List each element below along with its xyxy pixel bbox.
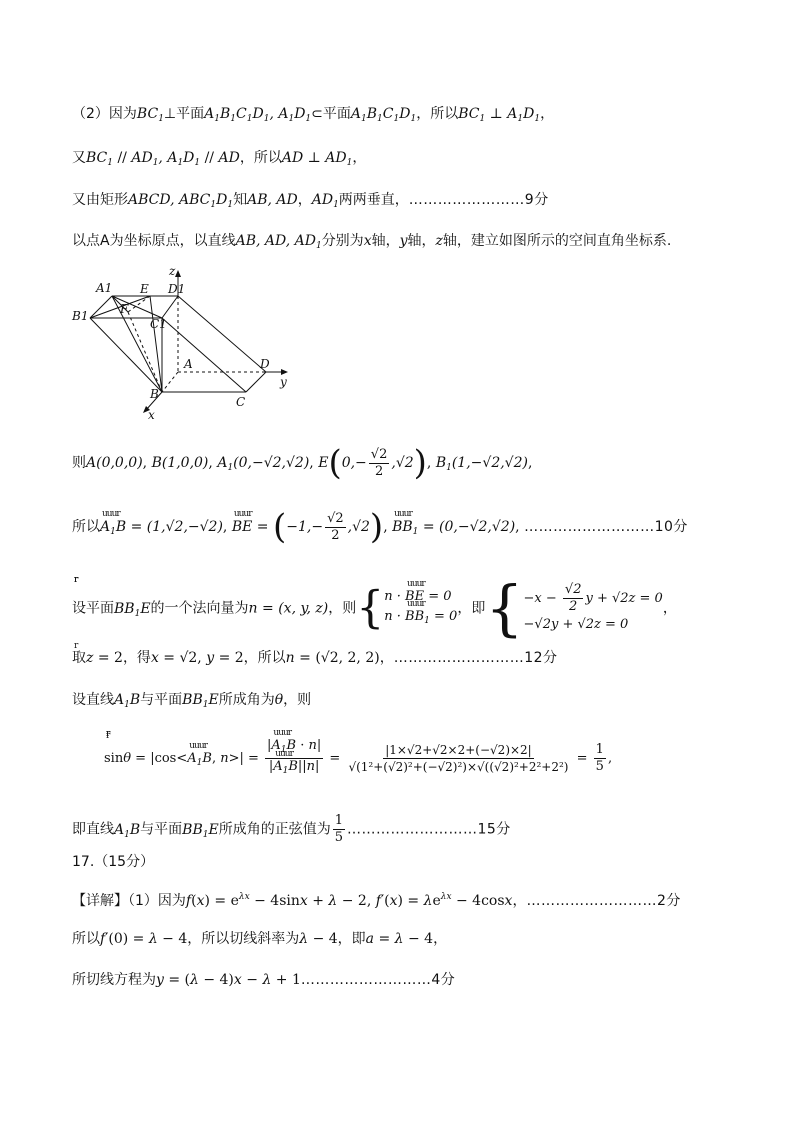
conclusion-line: 即直线$A_1B$与平面$BB_1E$所成角的正弦值为 $\frac{1}{5}$ ………………………15分 xyxy=(72,813,511,845)
coords-line: 则A(0,0,0), B(1,0,0), $A_1(0,-√2,√2)$, E(0,− $\frac{√2}{2}$ ,√2), $B_1(1,-√2,√2)$, xyxy=(72,443,533,483)
svg-text:x: x xyxy=(148,408,155,422)
figure-labels xyxy=(71,264,287,422)
choose-line: 取z = 2，得x = √2, y = 2，所以r n = (√2, 2, 2)，………………………12分 xyxy=(72,648,558,668)
score-12: ………………………12分 xyxy=(393,650,558,666)
geometry-figure xyxy=(70,262,300,422)
q17-line-2: 所以f′(0) = λ − 4，所以切线斜率为λ − 4，即a = λ − 4， xyxy=(72,931,448,947)
q17-line-3: 所切线方程为y = (λ − 4)x − λ + 1………………………4分 xyxy=(72,972,456,988)
score-2: ………………………2分 xyxy=(526,893,681,909)
line-1: （2）因为$BC_1\perp$平面$A_1B_1C_1D_1$, $A_1D_1\subset$平面$A_1B_1C_1D_1$，所以$BC_1$ ⊥ $A_1D_1$， xyxy=(72,106,555,124)
svg-text:C: C xyxy=(236,395,246,409)
svg-text:z: z xyxy=(169,264,176,278)
svg-text:C1: C1 xyxy=(150,317,167,331)
score-9: ……………………9分 xyxy=(408,192,549,208)
q17-line-1: 【详解】（1）因为$f(x) = e^{\lambda x} - 4\sin x + \lambda - 2$, $f'(x) = \lambda e^{\lambda x} - 4\cos x$，………………………2分 xyxy=(72,892,681,909)
score-10: ………………………10分 xyxy=(524,519,688,535)
score-4: ………………………4分 xyxy=(300,972,456,988)
normal-line: 设平面$BB_1E$的一个法向量为r n = (x, y, z)，则{ r n · uuur BE = 0 r n · uuur $BB_1 = 0$ ，即{ −x − $\frac{√2}{2}$ y + √2z = 0 −√2y + √2z = 0 ， xyxy=(72,582,677,635)
score-15: ………………………15分 xyxy=(346,821,511,838)
line-4: 以点A为坐标原点，以直线AB, AD, $AD_1$分别为x轴，y轴，z轴，建立如图所示的空间直角坐标系. xyxy=(72,233,672,251)
sine-formula: sinθ = |cos<uuur $A_1B$, r n>| = $\frac{|uuur A_1B \cdot r n|}{|uuur A_1B||r n|}$ = $\frac{|1\times√2+√2\times 2+(-√2)\times 2|}{\text{√(1²+(√2)²+(−√2)²)×√((√2)²+2²+2²)}}$ = $\frac{1}{5}$ , xyxy=(104,738,612,779)
vectors-line: 所以uuur $A_1B = (1,√2,-√2)$, uuur BE = (−1,− $\frac{√2}{2}$ ,√2), uuur $BB_1 = (0,-√2,√2)$, ………………………10分 xyxy=(72,510,688,544)
line-3: 又由矩形ABCD, $ABC_1D_1$知AB, AD，$AD_1$两两垂直，……………………9分 xyxy=(72,192,549,210)
angle-line: 设直线$A_1B$与平面$BB_1E$所成角为θ，则 xyxy=(72,692,312,710)
svg-text:E: E xyxy=(140,282,149,296)
svg-text:B1: B1 xyxy=(72,309,89,323)
svg-text:F: F xyxy=(120,302,129,316)
svg-text:D: D xyxy=(260,357,270,371)
line-2: 又$BC_1 // AD_1$, $A_1D_1$ // AD，所以AD ⊥ $AD_1$， xyxy=(72,150,367,168)
svg-text:y: y xyxy=(280,375,287,389)
svg-text:A: A xyxy=(184,357,193,371)
q17-header: 17.（15分） xyxy=(72,854,155,870)
svg-text:B: B xyxy=(150,387,159,401)
svg-text:D1: D1 xyxy=(168,282,186,296)
svg-text:A1: A1 xyxy=(96,281,113,295)
